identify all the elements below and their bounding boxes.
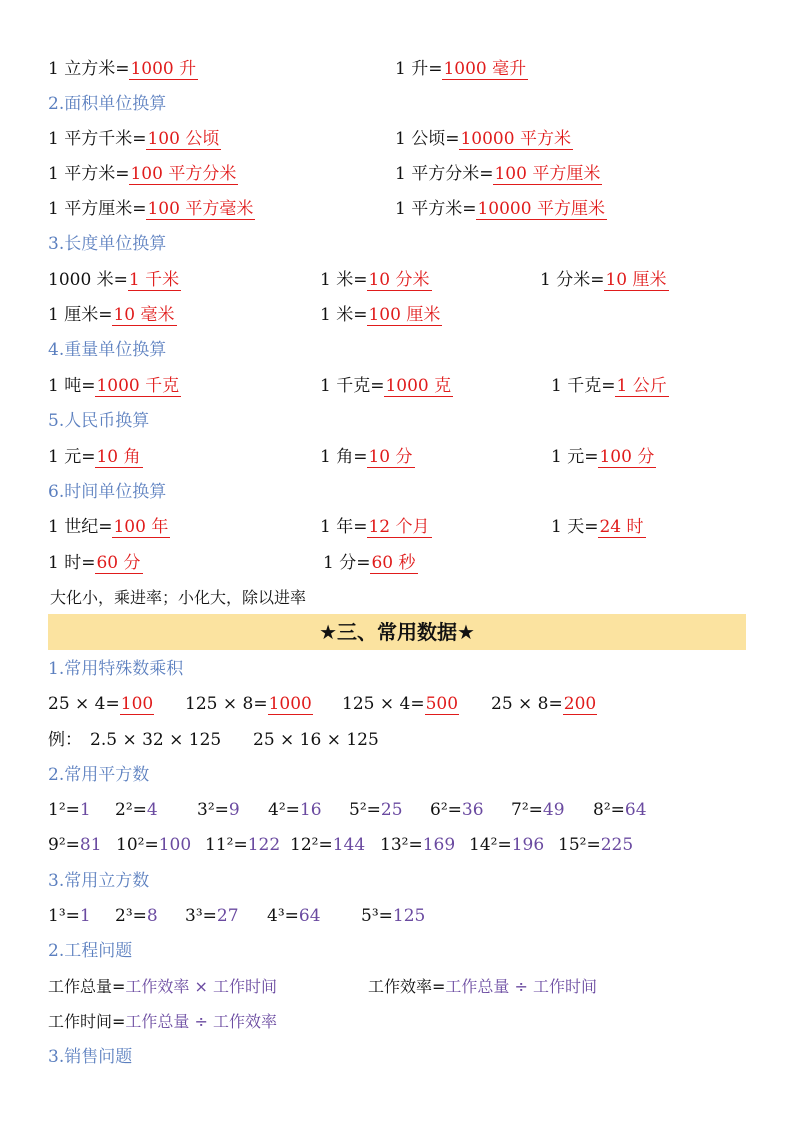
formula-label: 工作总量= — [48, 977, 126, 996]
conversion-answer: 10000 平方米 — [460, 129, 571, 149]
conversion-label: 1 千克= — [551, 376, 616, 396]
conversion-item — [48, 54, 198, 84]
conversion-label: 1 角= — [320, 447, 368, 467]
conversion-answer: 24 时 — [599, 517, 644, 537]
section-heading-sales: 3.销售问题 — [48, 1047, 133, 1067]
conversion-answer: 100 年 — [113, 517, 169, 537]
conversion-answer: 100 公顷 — [147, 129, 220, 149]
section-heading-time: 6.时间单位换算 — [48, 482, 167, 502]
cube-value: 27 — [216, 906, 239, 926]
conversion-answer: 10 分 — [368, 447, 413, 467]
cube-value: 64 — [298, 906, 321, 926]
section-heading-squares: 2.常用平方数 — [48, 765, 150, 785]
conversion-answer: 12 个月 — [368, 517, 430, 537]
conversion-label: 1 吨= — [48, 376, 96, 396]
square-value: 169 — [422, 835, 456, 855]
rule-note: 大化小，乘进率；小化大，除以进率 — [50, 588, 307, 607]
formula-label: 工作时间= — [48, 1012, 126, 1031]
conversion-label: 1 时= — [48, 553, 96, 573]
square-value: 1 — [79, 800, 91, 820]
formula-value: 工作效率 × 工作时间 — [125, 977, 278, 996]
product-label: 25 × 8= — [491, 694, 563, 714]
conversion-label: 1 世纪= — [48, 517, 113, 537]
conversion-answer: 100 平方厘米 — [494, 164, 601, 184]
square-value: 81 — [79, 835, 102, 855]
square-label: 9²= — [48, 835, 80, 855]
square-label: 12²= — [290, 835, 333, 855]
cube-label: 3³= — [185, 906, 217, 926]
product-value: 1000 — [268, 694, 312, 714]
conversion-answer: 1000 克 — [385, 376, 452, 396]
square-label: 6²= — [430, 800, 462, 820]
conversion-answer: 100 厘米 — [368, 305, 441, 325]
conversion-answer: 100 分 — [599, 447, 655, 467]
square-label: 3²= — [197, 800, 229, 820]
cube-value: 8 — [146, 906, 158, 926]
square-value: 100 — [158, 835, 192, 855]
conversion-item — [395, 54, 528, 84]
square-value: 25 — [380, 800, 403, 820]
conversion-label: 1 米= — [320, 305, 368, 325]
conversion-label: 1 年= — [320, 517, 368, 537]
conversion-label: 1 平方米= — [395, 199, 477, 219]
conversion-answer: 1000 千克 — [96, 376, 180, 396]
square-value: 4 — [146, 800, 158, 820]
example-label: 例： — [48, 730, 82, 750]
conversion-answer: 10 毫米 — [113, 305, 175, 325]
square-label: 1²= — [48, 800, 80, 820]
conversion-answer: 10 分米 — [368, 270, 430, 290]
cube-value: 125 — [392, 906, 426, 926]
square-value: 36 — [461, 800, 484, 820]
square-label: 5²= — [349, 800, 381, 820]
product-label: 25 × 4= — [48, 694, 120, 714]
section-heading-weight: 4.重量单位换算 — [48, 340, 167, 360]
formula-label: 工作效率= — [368, 977, 446, 996]
square-label: 10²= — [116, 835, 159, 855]
conversion-answer: 1000 升 — [130, 59, 197, 79]
formula-value: 工作总量 ÷ 工作效率 — [125, 1012, 278, 1031]
square-label: 11²= — [205, 835, 248, 855]
square-label: 7²= — [511, 800, 543, 820]
conversion-label: 1 千克= — [320, 376, 385, 396]
square-value: 49 — [542, 800, 565, 820]
conversion-label: 1 米= — [320, 270, 368, 290]
conversion-label: 1 立方米= — [48, 59, 130, 79]
square-label: 4²= — [268, 800, 300, 820]
conversion-label: 1 公顷= — [395, 129, 460, 149]
conversion-answer: 10 厘米 — [605, 270, 667, 290]
square-value: 122 — [247, 835, 281, 855]
square-value: 64 — [624, 800, 647, 820]
conversion-answer: 100 平方分米 — [130, 164, 237, 184]
conversion-answer: 1 千米 — [128, 270, 180, 290]
square-label: 13²= — [380, 835, 423, 855]
conversion-label: 1 平方厘米= — [48, 199, 147, 219]
cube-label: 2³= — [115, 906, 147, 926]
section-heading-length: 3.长度单位换算 — [48, 234, 167, 254]
conversion-label: 1 升= — [395, 59, 443, 79]
conversion-answer: 60 分 — [96, 553, 141, 573]
conversion-label: 1 元= — [48, 447, 96, 467]
product-label: 125 × 8= — [185, 694, 268, 714]
conversion-label: 1 平方千米= — [48, 129, 147, 149]
conversion-label: 1000 米= — [48, 270, 128, 290]
square-label: 14²= — [469, 835, 512, 855]
product-value: 100 — [120, 694, 154, 714]
conversion-answer: 1000 毫升 — [443, 59, 527, 79]
cube-value: 1 — [79, 906, 91, 926]
conversion-label: 1 平方分米= — [395, 164, 494, 184]
section-heading-work: 2.工程问题 — [48, 941, 133, 961]
square-label: 2²= — [115, 800, 147, 820]
section-banner: ★三、常用数据★ — [48, 614, 746, 650]
conversion-label: 1 分米= — [540, 270, 605, 290]
conversion-label: 1 元= — [551, 447, 599, 467]
square-value: 225 — [600, 835, 634, 855]
example-expression: 25 × 16 × 125 — [253, 730, 379, 750]
section-heading-products: 1.常用特殊数乘积 — [48, 659, 184, 679]
square-value: 196 — [511, 835, 545, 855]
section-heading-money: 5.人民币换算 — [48, 411, 150, 431]
example-expression: 2.5 × 32 × 125 — [90, 730, 222, 750]
cube-label: 5³= — [361, 906, 393, 926]
product-label: 125 × 4= — [342, 694, 425, 714]
conversion-label: 1 厘米= — [48, 305, 113, 325]
conversion-label: 1 天= — [551, 517, 599, 537]
conversion-answer: 1 公斤 — [616, 376, 667, 396]
formula-value: 工作总量 ÷ 工作时间 — [445, 977, 598, 996]
cube-label: 1³= — [48, 906, 80, 926]
product-value: 500 — [425, 694, 459, 714]
section-heading-cubes: 3.常用立方数 — [48, 871, 150, 891]
conversion-answer: 10000 平方厘米 — [477, 199, 605, 219]
square-label: 8²= — [593, 800, 625, 820]
conversion-label: 1 分= — [323, 553, 371, 573]
cube-label: 4³= — [267, 906, 299, 926]
square-value: 144 — [332, 835, 366, 855]
conversion-answer: 100 平方毫米 — [147, 199, 254, 219]
square-label: 15²= — [558, 835, 601, 855]
conversion-label: 1 平方米= — [48, 164, 130, 184]
conversion-answer: 10 角 — [96, 447, 141, 467]
square-value: 9 — [228, 800, 240, 820]
square-value: 16 — [299, 800, 322, 820]
product-value: 200 — [563, 694, 597, 714]
conversion-answer: 60 秒 — [371, 553, 416, 573]
section-heading-area: 2.面积单位换算 — [48, 94, 167, 114]
